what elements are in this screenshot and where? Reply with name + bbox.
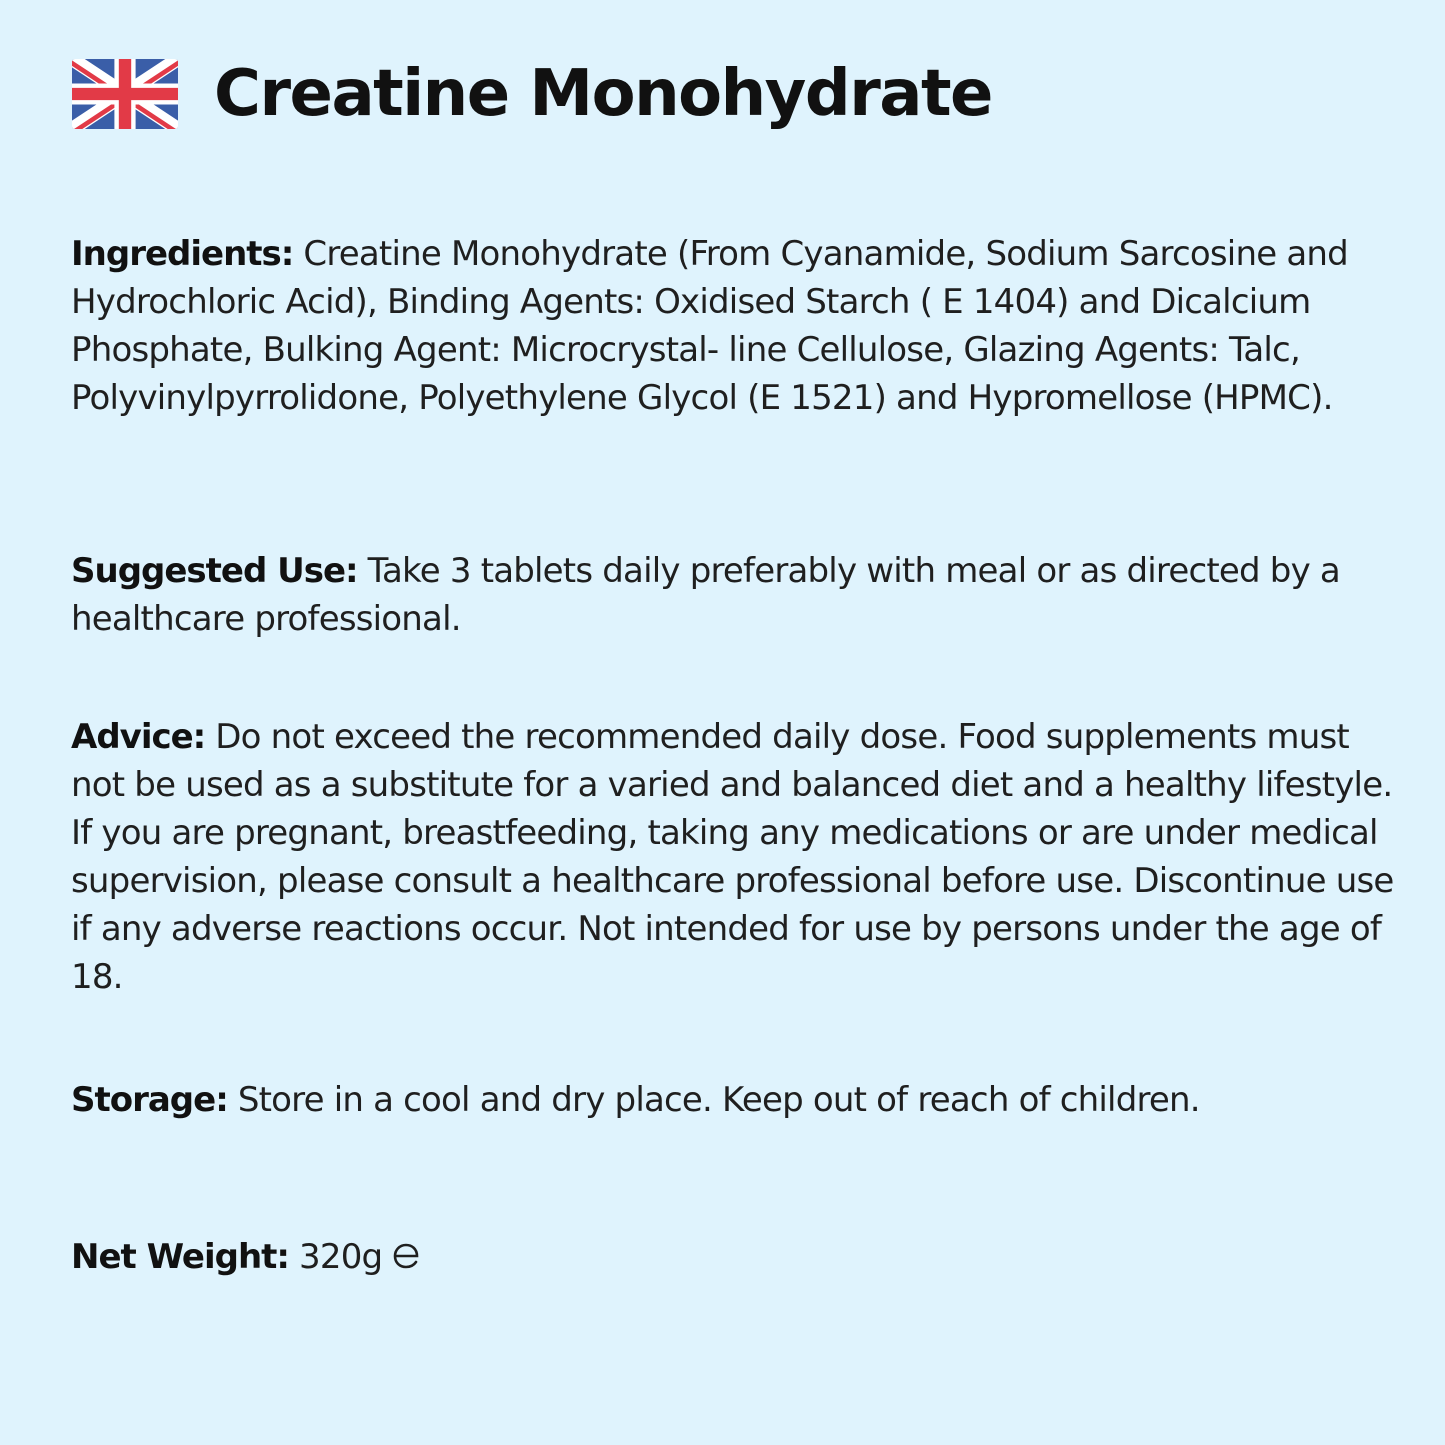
storage-text: Store in a cool and dry place. Keep out of reach of children. <box>237 1080 1200 1120</box>
header <box>72 50 992 138</box>
uk-flag-icon <box>72 59 178 129</box>
ingredients-section <box>71 230 1411 422</box>
advice-label: Advice: <box>71 717 206 757</box>
net-weight-section <box>71 1233 1411 1281</box>
storage-label: Storage: <box>71 1080 228 1120</box>
advice-section <box>71 713 1411 1001</box>
suggested-use-section <box>71 547 1411 643</box>
net-weight-label: Net Weight: <box>71 1237 290 1277</box>
net-weight-value: 320g <box>299 1237 383 1277</box>
storage-section <box>71 1076 1411 1124</box>
estimated-sign-icon <box>392 1241 420 1271</box>
suggested-use-text: Take 3 tablets daily preferably with meal or as directed by a healthcare professional. <box>71 551 1340 639</box>
advice-text: Do not exceed the recommended daily dose. Food supplements must not be used as a substitute for a varied and balanced diet and a healthy lifestyle. If you are pregnant, breastfeeding, taking any medications or are under medical supervision, please consult a healthcare professional before use. Discontinue use if any adverse reactions occur. Not intended for use by persons under the age of 18. <box>71 717 1394 997</box>
ingredients-label: Ingredients: <box>71 234 294 274</box>
page-title: Creatine Monohydrate <box>214 57 992 131</box>
suggested-use-label: Suggested Use: <box>71 551 358 591</box>
ingredients-text: Creatine Monohydrate (From Cyanamide, Sodium Sarcosine and Hydrochloric Acid), Binding Agents: Oxidised Starch ( E 1404) and Dicalcium Phosphate, Bulking Agent: Microcrystal- line Cellulose, Glazing Agents: Talc, Polyvinylpyrrolidone, Polyethylene Glycol (E 1521) and Hypromellose (HPMC). <box>71 234 1348 418</box>
